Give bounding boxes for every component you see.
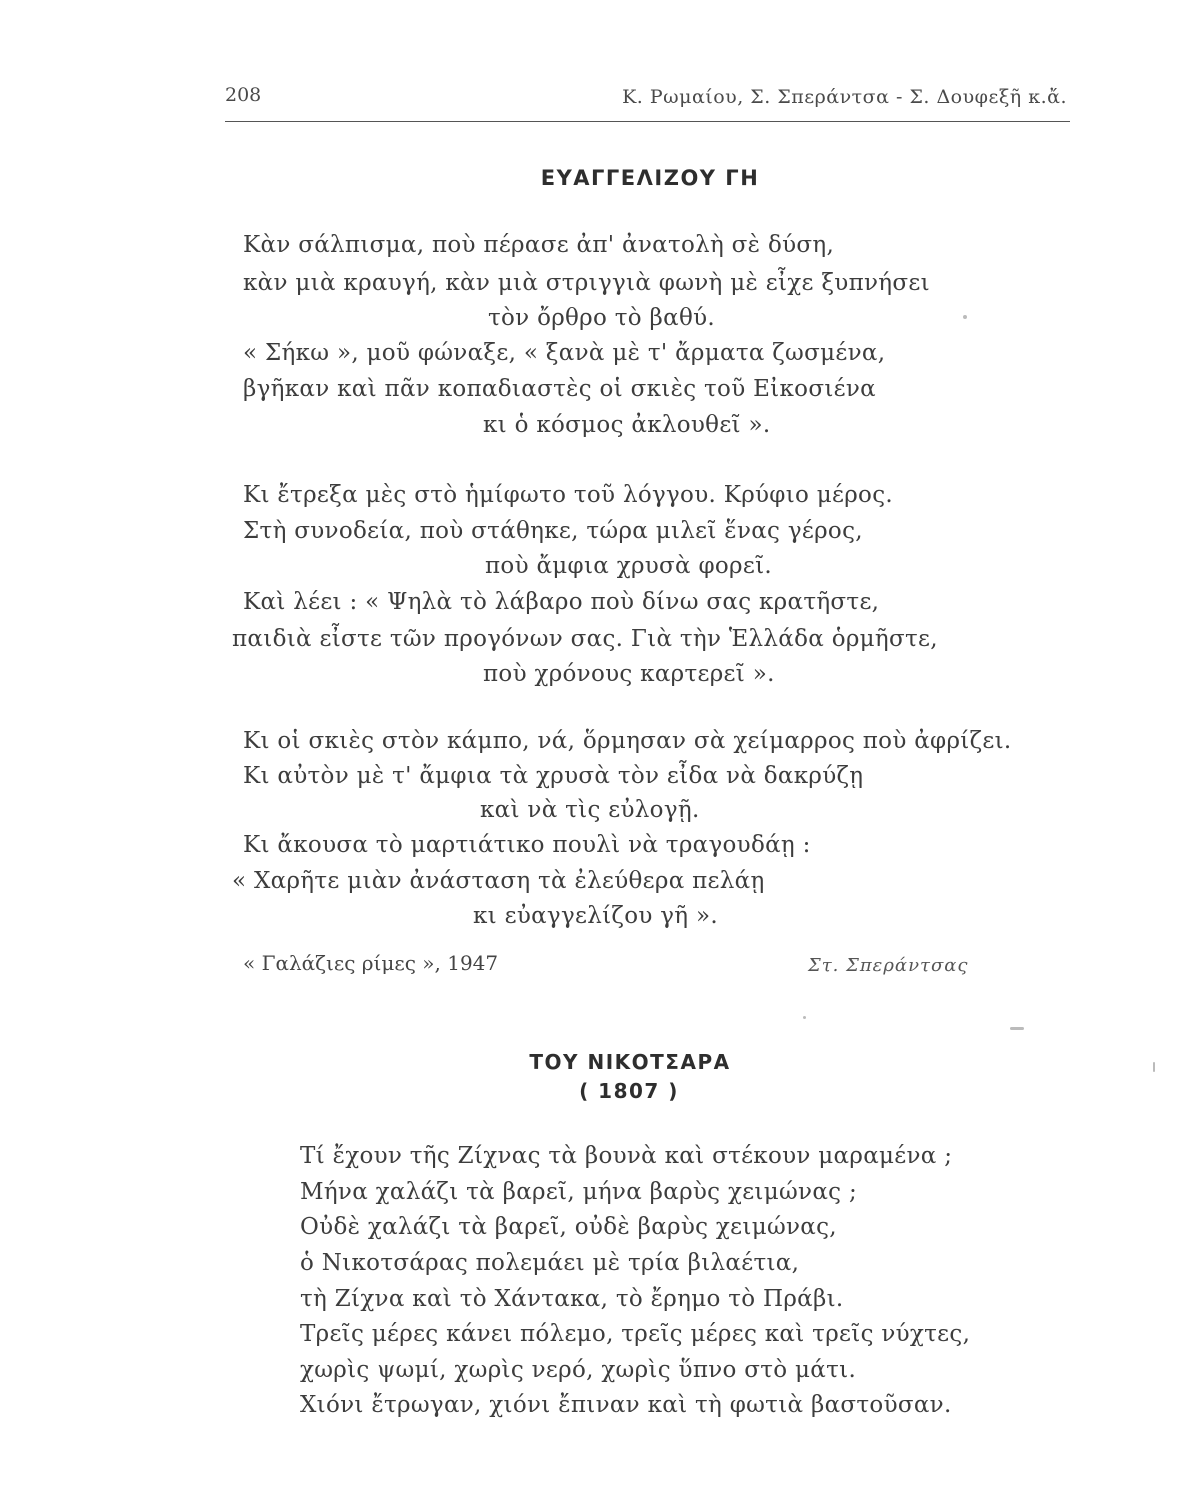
poem-author: Στ. Σπεράντσας [808, 955, 969, 976]
scan-speck [963, 315, 967, 319]
poem-line: καὶ νὰ τὶς εὐλογῇ. [480, 797, 700, 823]
poem-line: Μήνα χαλάζι τὰ βαρεῖ, μήνα βαρὺς χειμώνας ; [300, 1179, 858, 1205]
poem-line: παιδιὰ εἶστε τῶν προγόνων σας. Γιὰ τὴν Ἑλλάδα ὁρμῆστε, [232, 626, 938, 652]
page-number: 208 [225, 84, 262, 106]
poem-line: κὰν μιὰ κραυγή, κὰν μιὰ στριγγιὰ φωνὴ μὲ εἶχε ξυπνήσει [243, 270, 930, 296]
poem-line: ποὺ ἄμφια χρυσὰ φορεῖ. [485, 553, 773, 579]
poem-line: Τρεῖς μέρες κάνει πόλεμο, τρεῖς μέρες καὶ τρεῖς νύχτες, [300, 1321, 971, 1347]
poem-line: ὁ Νικοτσάρας πολεμάει μὲ τρία βιλαέτια, [300, 1250, 800, 1276]
scan-speck [1010, 1027, 1024, 1030]
poem-line: Κι ἔτρεξα μὲς στὸ ἡμίφωτο τοῦ λόγγου. Κρύφιο μέρος. [243, 482, 894, 508]
poem-title: ΤΟΥ ΝΙΚΟΤΣΑΡΑ [529, 1050, 731, 1074]
poem-line: Κὰν σάλπισμα, ποὺ πέρασε ἀπ' ἀνατολὴ σὲ δύση, [243, 232, 835, 258]
poem-line: τὸν ὄρθρο τὸ βαθύ. [488, 305, 716, 331]
poem-line: Καὶ λέει : « Ψηλὰ τὸ λάβαρο ποὺ δίνω σας κρατῆστε, [243, 589, 880, 615]
poem-source: « Γαλάζιες ρίμες », 1947 [243, 951, 499, 975]
poem-line: « Σήκω », μοῦ φώναξε, « ξανὰ μὲ τ' ἄρματα ζωσμένα, [243, 340, 886, 366]
scan-speck [1153, 1062, 1155, 1072]
poem-line: Χιόνι ἔτρωγαν, χιόνι ἔπιναν καὶ τὴ φωτιὰ βαστοῦσαν. [300, 1392, 952, 1418]
poem-line: Στὴ συνοδεία, ποὺ στάθηκε, τώρα μιλεῖ ἕνας γέρος, [243, 518, 863, 544]
poem-line: Κι αὐτὸν μὲ τ' ἄμφια τὰ χρυσὰ τὸν εἶδα νὰ δακρύζῃ [243, 763, 864, 789]
poem-title: ΕΥΑΓΓΕΛΙΖΟΥ ΓΗ [540, 166, 760, 190]
poem-line: τὴ Ζίχνα καὶ τὸ Χάντακα, τὸ ἔρημο τὸ Πράβι. [300, 1286, 844, 1312]
poem-line: κι ὁ κόσμος ἀκλουθεῖ ». [483, 412, 771, 438]
poem-line: Κι ἄκουσα τὸ μαρτιάτικο πουλὶ νὰ τραγουδάῃ : [243, 832, 811, 858]
poem-line: Τί ἔχουν τῆς Ζίχνας τὰ βουνὰ καὶ στέκουν μαραμένα ; [300, 1143, 953, 1169]
running-head: Κ. Ρωμαίου, Σ. Σπεράντσα - Σ. Δουφεξῆ κ.ἄ. [622, 86, 1067, 108]
poem-line: χωρὶς ψωμί, χωρὶς νερό, χωρὶς ὕπνο στὸ μάτι. [300, 1357, 857, 1383]
poem-line: Κι οἱ σκιὲς στὸν κάμπο, νά, ὅρμησαν σὰ χείμαρρος ποὺ ἀφρίζει. [243, 728, 1012, 754]
poem-line: κι εὐαγγελίζου γῆ ». [473, 903, 718, 929]
poem-subtitle: ( 1807 ) [579, 1079, 679, 1103]
page-header [225, 84, 1067, 114]
poem-line: « Χαρῆτε μιὰν ἀνάσταση τὰ ἐλεύθερα πελάῃ [232, 868, 765, 894]
scan-speck [803, 1016, 806, 1019]
poem-line: βγῆκαν καὶ πᾶν κοπαδιαστὲς οἱ σκιὲς τοῦ Εἰκοσιένα [243, 376, 876, 402]
poem-line: Οὐδὲ χαλάζι τὰ βαρεῖ, οὐδὲ βαρὺς χειμώνας, [300, 1214, 837, 1240]
header-rule [225, 121, 1070, 122]
poem-line: ποὺ χρόνους καρτερεῖ ». [483, 661, 775, 687]
